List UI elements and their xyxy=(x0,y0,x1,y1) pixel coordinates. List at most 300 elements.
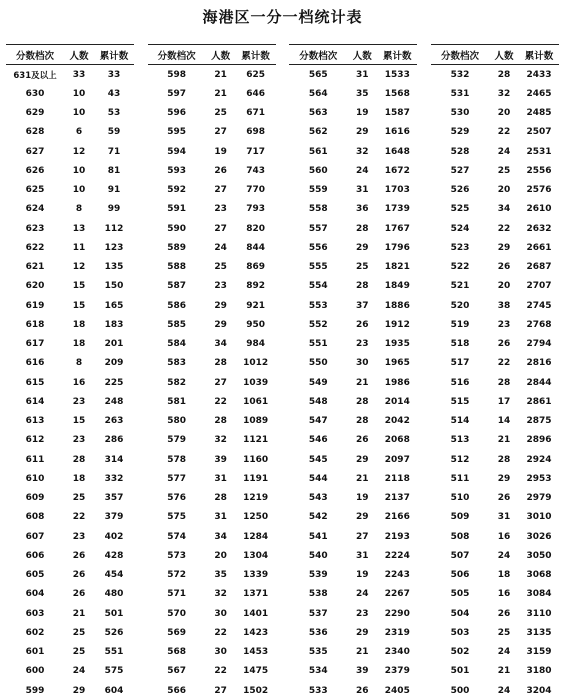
score-level-cell: 501 xyxy=(450,666,470,677)
table-row xyxy=(6,566,134,585)
score-table xyxy=(6,44,134,700)
count-cell: 31 xyxy=(356,69,369,80)
cumulative-cell: 3026 xyxy=(526,531,552,542)
score-level-cell: 553 xyxy=(308,300,328,311)
score-level-cell: 606 xyxy=(25,550,45,561)
table-row xyxy=(431,161,559,180)
cumulative-cell: 1886 xyxy=(384,300,410,311)
count-cell: 22 xyxy=(214,627,227,638)
score-level-cell: 526 xyxy=(450,185,470,196)
count-cell: 26 xyxy=(356,685,369,696)
table-row xyxy=(148,277,276,296)
cumulative-cell: 286 xyxy=(104,435,124,446)
table-row xyxy=(289,546,417,565)
score-level-cell: 559 xyxy=(308,185,328,196)
cumulative-cell: 1191 xyxy=(243,473,269,484)
cumulative-cell: 2896 xyxy=(526,435,552,446)
count-cell: 6 xyxy=(75,127,83,138)
score-level-cell: 578 xyxy=(167,454,187,465)
count-cell: 35 xyxy=(214,570,227,581)
count-cell: 21 xyxy=(214,88,227,99)
score-level-cell: 545 xyxy=(308,454,328,465)
table-block-1 xyxy=(6,44,134,700)
score-level-cell: 519 xyxy=(450,319,470,330)
cumulative-cell: 165 xyxy=(104,300,124,311)
count-cell: 24 xyxy=(356,589,369,600)
table-row xyxy=(148,354,276,373)
score-level-cell: 556 xyxy=(308,242,328,253)
count-header: 人数 xyxy=(352,50,372,62)
count-cell: 25 xyxy=(497,165,511,176)
table-row xyxy=(289,392,417,411)
table-row xyxy=(148,566,276,585)
table-row xyxy=(148,142,276,161)
table-row xyxy=(148,662,276,681)
count-cell: 24 xyxy=(497,550,511,561)
score-level-cell: 504 xyxy=(450,608,470,619)
count-cell: 24 xyxy=(356,165,369,176)
count-cell: 13 xyxy=(72,223,86,234)
score-level-cell: 613 xyxy=(25,416,45,427)
count-cell: 36 xyxy=(356,204,369,215)
table-row xyxy=(289,527,417,546)
cumulative-cell: 698 xyxy=(246,127,266,138)
score-level-cell: 507 xyxy=(450,550,470,561)
table-row xyxy=(6,469,134,488)
score-level-cell: 511 xyxy=(450,473,470,484)
count-cell: 32 xyxy=(214,435,227,446)
score-level-cell: 628 xyxy=(25,127,45,138)
score-level-cell: 536 xyxy=(308,627,328,638)
cumulative-cell: 1401 xyxy=(243,608,269,619)
score-level-cell: 599 xyxy=(25,685,45,696)
table-row xyxy=(431,566,559,585)
count-cell: 20 xyxy=(497,281,511,292)
score-table xyxy=(431,44,559,700)
cumulative-cell: 1160 xyxy=(243,454,269,465)
score-table xyxy=(289,44,417,700)
score-level-cell: 604 xyxy=(25,589,45,600)
score-level-cell: 516 xyxy=(450,377,470,388)
cumulative-cell: 225 xyxy=(104,377,124,388)
count-cell: 15 xyxy=(72,281,86,292)
cumulative-cell: 984 xyxy=(246,339,266,350)
score-level-header: 分数档次 xyxy=(15,50,54,62)
count-cell: 28 xyxy=(356,281,369,292)
cumulative-cell: 3050 xyxy=(526,550,552,561)
count-cell: 28 xyxy=(72,454,86,465)
table-row xyxy=(431,489,559,508)
table-row xyxy=(289,373,417,392)
count-cell: 39 xyxy=(356,666,369,677)
table-row xyxy=(431,585,559,604)
count-cell: 16 xyxy=(497,531,511,542)
cumulative-cell: 43 xyxy=(107,88,121,99)
score-level-cell: 561 xyxy=(308,146,328,157)
score-level-cell: 510 xyxy=(450,493,470,504)
cumulative-cell: 869 xyxy=(246,262,266,273)
cumulative-cell: 1986 xyxy=(384,377,410,388)
table-row xyxy=(6,643,134,662)
cumulative-cell: 2632 xyxy=(526,223,552,234)
score-level-cell: 548 xyxy=(308,396,328,407)
count-cell: 28 xyxy=(214,358,227,369)
count-cell: 28 xyxy=(497,69,511,80)
score-level-cell: 542 xyxy=(308,512,328,523)
score-level-cell: 566 xyxy=(167,685,187,696)
cumulative-cell: 454 xyxy=(104,570,124,581)
cumulative-cell: 2507 xyxy=(526,127,552,138)
table-row xyxy=(289,566,417,585)
count-cell: 29 xyxy=(214,319,227,330)
count-cell: 14 xyxy=(497,416,511,427)
score-level-cell: 543 xyxy=(308,493,328,504)
table-header-row xyxy=(6,45,134,65)
table-row xyxy=(148,681,276,700)
count-cell: 23 xyxy=(72,531,86,542)
score-level-cell: 575 xyxy=(167,512,187,523)
table-row xyxy=(431,200,559,219)
count-cell: 32 xyxy=(214,589,227,600)
score-level-cell: 574 xyxy=(167,531,187,542)
table-row xyxy=(6,161,134,180)
score-level-cell: 557 xyxy=(308,223,328,234)
table-row xyxy=(148,315,276,334)
table-row xyxy=(6,662,134,681)
score-level-cell: 560 xyxy=(308,165,328,176)
cumulative-cell: 2924 xyxy=(526,454,552,465)
cumulative-cell: 2319 xyxy=(384,627,410,638)
cumulative-cell: 2768 xyxy=(526,319,552,330)
cumulative-cell: 1587 xyxy=(384,108,410,119)
score-level-cell: 594 xyxy=(167,146,187,157)
count-cell: 8 xyxy=(75,358,83,369)
table-row xyxy=(431,643,559,662)
table-row xyxy=(431,469,559,488)
cumulative-cell: 2014 xyxy=(384,396,410,407)
cumulative-cell: 717 xyxy=(246,146,266,157)
table-row xyxy=(431,335,559,354)
table-header-row xyxy=(148,45,276,65)
cumulative-cell: 1061 xyxy=(243,396,269,407)
score-level-cell: 534 xyxy=(308,666,328,677)
count-cell: 28 xyxy=(497,377,511,388)
cumulative-cell: 2042 xyxy=(384,416,410,427)
cumulative-cell: 1568 xyxy=(384,88,410,99)
table-row xyxy=(6,84,134,103)
score-level-cell: 541 xyxy=(308,531,328,542)
table-row xyxy=(289,123,417,142)
count-cell: 26 xyxy=(72,570,86,581)
table-row xyxy=(431,354,559,373)
cumulative-cell: 3135 xyxy=(526,627,552,638)
score-level-cell: 569 xyxy=(167,627,187,638)
score-level-cell: 522 xyxy=(450,262,470,273)
count-cell: 10 xyxy=(72,185,86,196)
table-row xyxy=(148,296,276,315)
score-level-cell: 502 xyxy=(450,647,470,658)
score-level-cell: 596 xyxy=(167,108,187,119)
score-level-cell: 602 xyxy=(25,627,45,638)
count-cell: 38 xyxy=(497,300,511,311)
table-row xyxy=(6,546,134,565)
table-row xyxy=(6,412,134,431)
cumulative-header: 累计数 xyxy=(524,50,554,62)
count-cell: 21 xyxy=(356,473,369,484)
table-row xyxy=(431,604,559,623)
table-row xyxy=(431,373,559,392)
cumulative-cell: 1965 xyxy=(384,358,410,369)
score-level-cell: 518 xyxy=(450,339,470,350)
count-cell: 32 xyxy=(497,88,511,99)
cumulative-cell: 248 xyxy=(104,396,124,407)
table-row xyxy=(148,469,276,488)
cumulative-cell: 1089 xyxy=(243,416,269,427)
count-cell: 19 xyxy=(356,570,369,581)
count-cell: 16 xyxy=(497,589,511,600)
count-cell: 24 xyxy=(214,242,227,253)
cumulative-cell: 2531 xyxy=(526,146,552,157)
cumulative-cell: 3110 xyxy=(526,608,552,619)
cumulative-cell: 71 xyxy=(107,146,121,157)
table-row xyxy=(6,354,134,373)
cumulative-cell: 379 xyxy=(104,512,124,523)
table-row xyxy=(289,315,417,334)
count-cell: 16 xyxy=(72,377,86,388)
count-cell: 26 xyxy=(497,262,511,273)
table-block-2 xyxy=(148,44,276,700)
cumulative-cell: 1672 xyxy=(384,165,410,176)
count-cell: 25 xyxy=(72,627,86,638)
cumulative-cell: 59 xyxy=(107,127,121,138)
table-row xyxy=(289,450,417,469)
table-block-3 xyxy=(289,44,417,700)
cumulative-cell: 1648 xyxy=(384,146,410,157)
score-level-cell: 520 xyxy=(450,300,470,311)
table-row xyxy=(148,392,276,411)
cumulative-cell: 2485 xyxy=(526,108,552,119)
table-row xyxy=(289,412,417,431)
table-row xyxy=(289,65,417,85)
cumulative-cell: 2267 xyxy=(384,589,410,600)
table-row xyxy=(148,450,276,469)
table-row xyxy=(148,219,276,238)
score-level-cell: 558 xyxy=(308,204,328,215)
table-row xyxy=(431,181,559,200)
count-header: 人数 xyxy=(494,50,514,62)
table-row xyxy=(289,104,417,123)
cumulative-header: 累计数 xyxy=(99,50,129,62)
score-level-cell: 508 xyxy=(450,531,470,542)
cumulative-cell: 112 xyxy=(104,223,124,234)
table-row xyxy=(289,238,417,257)
cumulative-cell: 2556 xyxy=(526,165,552,176)
score-distribution-tables xyxy=(6,44,559,700)
cumulative-cell: 1502 xyxy=(243,685,269,696)
score-level-cell: 597 xyxy=(167,88,187,99)
table-row xyxy=(148,161,276,180)
table-row xyxy=(148,238,276,257)
table-row xyxy=(289,508,417,527)
table-row xyxy=(6,373,134,392)
table-row xyxy=(289,84,417,103)
count-cell: 26 xyxy=(356,435,369,446)
score-level-cell: 582 xyxy=(167,377,187,388)
cumulative-cell: 1616 xyxy=(384,127,410,138)
table-row xyxy=(431,142,559,161)
cumulative-cell: 646 xyxy=(246,88,266,99)
table-row xyxy=(431,431,559,450)
count-cell: 37 xyxy=(356,300,369,311)
table-row xyxy=(289,200,417,219)
count-header: 人数 xyxy=(69,50,89,62)
score-level-cell: 525 xyxy=(450,204,470,215)
score-level-cell: 506 xyxy=(450,570,470,581)
cumulative-cell: 53 xyxy=(107,108,121,119)
count-cell: 23 xyxy=(356,339,369,350)
count-cell: 18 xyxy=(72,339,86,350)
table-row xyxy=(148,200,276,219)
count-cell: 39 xyxy=(214,454,227,465)
count-cell: 27 xyxy=(356,531,369,542)
count-cell: 31 xyxy=(497,512,511,523)
count-cell: 34 xyxy=(214,339,227,350)
cumulative-cell: 1219 xyxy=(243,493,269,504)
count-cell: 29 xyxy=(72,685,86,696)
table-row xyxy=(6,527,134,546)
score-level-cell: 601 xyxy=(25,647,45,658)
score-level-cell: 551 xyxy=(308,339,328,350)
score-level-cell: 529 xyxy=(450,127,470,138)
table-row xyxy=(148,123,276,142)
table-row xyxy=(431,104,559,123)
score-level-cell: 620 xyxy=(25,281,45,292)
table-row xyxy=(431,662,559,681)
count-header: 人数 xyxy=(211,50,231,62)
cumulative-cell: 2875 xyxy=(526,416,552,427)
table-row xyxy=(148,508,276,527)
count-cell: 20 xyxy=(214,550,227,561)
table-row xyxy=(6,392,134,411)
count-cell: 29 xyxy=(497,473,511,484)
count-cell: 34 xyxy=(214,531,227,542)
count-cell: 12 xyxy=(72,146,86,157)
cumulative-cell: 501 xyxy=(104,608,124,619)
table-row xyxy=(431,258,559,277)
table-row xyxy=(6,335,134,354)
cumulative-cell: 209 xyxy=(104,358,124,369)
table-row xyxy=(289,181,417,200)
cumulative-cell: 2118 xyxy=(384,473,410,484)
count-cell: 24 xyxy=(497,146,511,157)
cumulative-cell: 1703 xyxy=(384,185,410,196)
score-level-cell: 616 xyxy=(25,358,45,369)
score-level-cell: 515 xyxy=(450,396,470,407)
count-cell: 18 xyxy=(72,473,86,484)
table-row xyxy=(6,489,134,508)
table-row xyxy=(289,681,417,700)
table-row xyxy=(148,258,276,277)
cumulative-cell: 625 xyxy=(246,69,266,80)
cumulative-cell: 1423 xyxy=(243,627,269,638)
count-cell: 31 xyxy=(214,512,227,523)
count-cell: 20 xyxy=(497,108,511,119)
cumulative-cell: 135 xyxy=(104,262,124,273)
count-cell: 26 xyxy=(356,319,369,330)
score-level-cell: 627 xyxy=(25,146,45,157)
table-row xyxy=(148,431,276,450)
table-row xyxy=(431,508,559,527)
count-cell: 11 xyxy=(72,242,86,253)
count-cell: 25 xyxy=(214,262,227,273)
score-level-cell: 608 xyxy=(25,512,45,523)
count-cell: 26 xyxy=(214,165,227,176)
count-cell: 21 xyxy=(214,69,227,80)
count-cell: 31 xyxy=(356,185,369,196)
score-level-cell: 581 xyxy=(167,396,187,407)
count-cell: 23 xyxy=(72,435,86,446)
count-cell: 18 xyxy=(72,319,86,330)
count-cell: 21 xyxy=(72,608,86,619)
score-level-cell: 503 xyxy=(450,627,470,638)
table-row xyxy=(6,681,134,700)
score-level-header: 分数档次 xyxy=(299,50,338,62)
table-row xyxy=(148,489,276,508)
cumulative-cell: 2193 xyxy=(384,531,410,542)
table-row xyxy=(431,219,559,238)
score-level-cell: 531 xyxy=(450,88,470,99)
score-level-cell: 570 xyxy=(167,608,187,619)
count-cell: 26 xyxy=(497,339,511,350)
cumulative-cell: 2224 xyxy=(384,550,410,561)
score-level-cell: 605 xyxy=(25,570,45,581)
score-level-cell: 567 xyxy=(167,666,187,677)
score-level-cell: 562 xyxy=(308,127,328,138)
count-cell: 23 xyxy=(214,204,227,215)
table-row xyxy=(6,200,134,219)
score-level-cell: 584 xyxy=(167,339,187,350)
count-cell: 29 xyxy=(356,127,369,138)
score-level-cell: 624 xyxy=(25,204,45,215)
score-level-cell: 625 xyxy=(25,185,45,196)
table-row xyxy=(289,431,417,450)
cumulative-cell: 1284 xyxy=(243,531,269,542)
table-row xyxy=(6,65,134,85)
count-cell: 29 xyxy=(214,300,227,311)
score-level-cell: 528 xyxy=(450,146,470,157)
count-cell: 10 xyxy=(72,108,86,119)
count-cell: 27 xyxy=(214,185,227,196)
cumulative-cell: 1453 xyxy=(243,647,269,658)
score-table xyxy=(148,44,276,700)
table-row xyxy=(431,546,559,565)
count-cell: 19 xyxy=(356,108,369,119)
cumulative-cell: 950 xyxy=(246,319,266,330)
score-level-cell: 612 xyxy=(25,435,45,446)
score-level-cell: 618 xyxy=(25,319,45,330)
count-cell: 21 xyxy=(356,647,369,658)
count-cell: 32 xyxy=(356,146,369,157)
score-level-cell: 586 xyxy=(167,300,187,311)
cumulative-cell: 892 xyxy=(246,281,266,292)
table-header-row xyxy=(289,45,417,65)
cumulative-cell: 2243 xyxy=(384,570,410,581)
score-level-cell: 505 xyxy=(450,589,470,600)
score-level-cell: 610 xyxy=(25,473,45,484)
cumulative-cell: 314 xyxy=(104,454,124,465)
score-level-cell: 592 xyxy=(167,185,187,196)
table-row xyxy=(431,123,559,142)
